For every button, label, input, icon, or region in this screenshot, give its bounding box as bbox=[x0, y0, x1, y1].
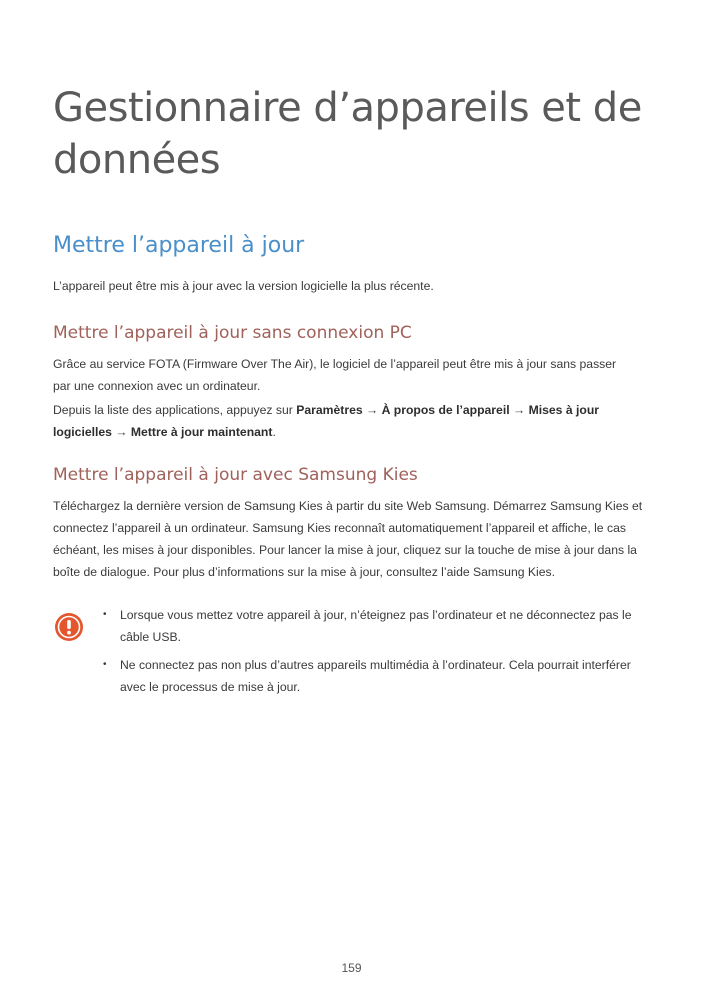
page-number: 159 bbox=[341, 961, 362, 975]
bullet-mark: • bbox=[103, 609, 107, 620]
path-step-update-now: Mettre à jour maintenant bbox=[130, 425, 273, 439]
path-arrow: → bbox=[366, 403, 379, 417]
instructions-suffix: . bbox=[272, 425, 276, 439]
path-arrow: → bbox=[512, 403, 526, 417]
section-title: Mettre l’appareil à jour bbox=[53, 233, 305, 258]
path-step-updates: Mises à jour logicielles bbox=[53, 403, 600, 439]
list-item bbox=[103, 654, 648, 698]
warning-list bbox=[103, 604, 648, 704]
bullet-mark: • bbox=[103, 659, 107, 670]
fota-instructions bbox=[53, 399, 648, 443]
subsection-fota-title: Mettre l’appareil à jour sans connexion PC bbox=[53, 323, 412, 343]
subsection-kies-title: Mettre l’appareil à jour avec Samsung Kies bbox=[53, 465, 418, 485]
path-step-about: À propos de l’appareil bbox=[381, 403, 510, 417]
fota-paragraph: Grâce au service FOTA (Firmware Over The Air), le logiciel de l’appareil peut être mis à jour sans passer par une connexion avec un ordinateur. bbox=[53, 357, 617, 393]
warning-icon bbox=[54, 612, 84, 642]
path-step-settings: Paramètres bbox=[296, 403, 363, 417]
page-title: Gestionnaire d’appareils et de données bbox=[53, 85, 642, 183]
list-item bbox=[103, 604, 648, 648]
kies-paragraph: Téléchargez la dernière version de Samsung Kies à partir du site Web Samsung. Démarrez Samsung Kies et connectez l’appareil à un ordinateur. Samsung Kies reconnaît automatiquement l’appareil et affiche, le cas échéant, les mises à jour disponibles. Pour lancer la mise à jour, cliquez sur la touche de mise à jour dans la boîte de dialogue. Pour plus d’informations sur la mise à jour, consultez l’aide Samsung Kies. bbox=[53, 499, 643, 579]
list-item-text: Ne connectez pas non plus d’autres appareils multimédia à l’ordinateur. Cela pourrait interférer avec le processus de mise à jour. bbox=[120, 658, 631, 694]
path-arrow: → bbox=[115, 425, 128, 439]
section-intro: L’appareil peut être mis à jour avec la version logicielle la plus récente. bbox=[53, 279, 434, 293]
instructions-prefix: Depuis la liste des applications, appuyez sur bbox=[53, 403, 297, 417]
list-item-text: Lorsque vous mettez votre appareil à jour, n’éteignez pas l’ordinateur et ne déconnectez pas le câble USB. bbox=[120, 608, 632, 644]
